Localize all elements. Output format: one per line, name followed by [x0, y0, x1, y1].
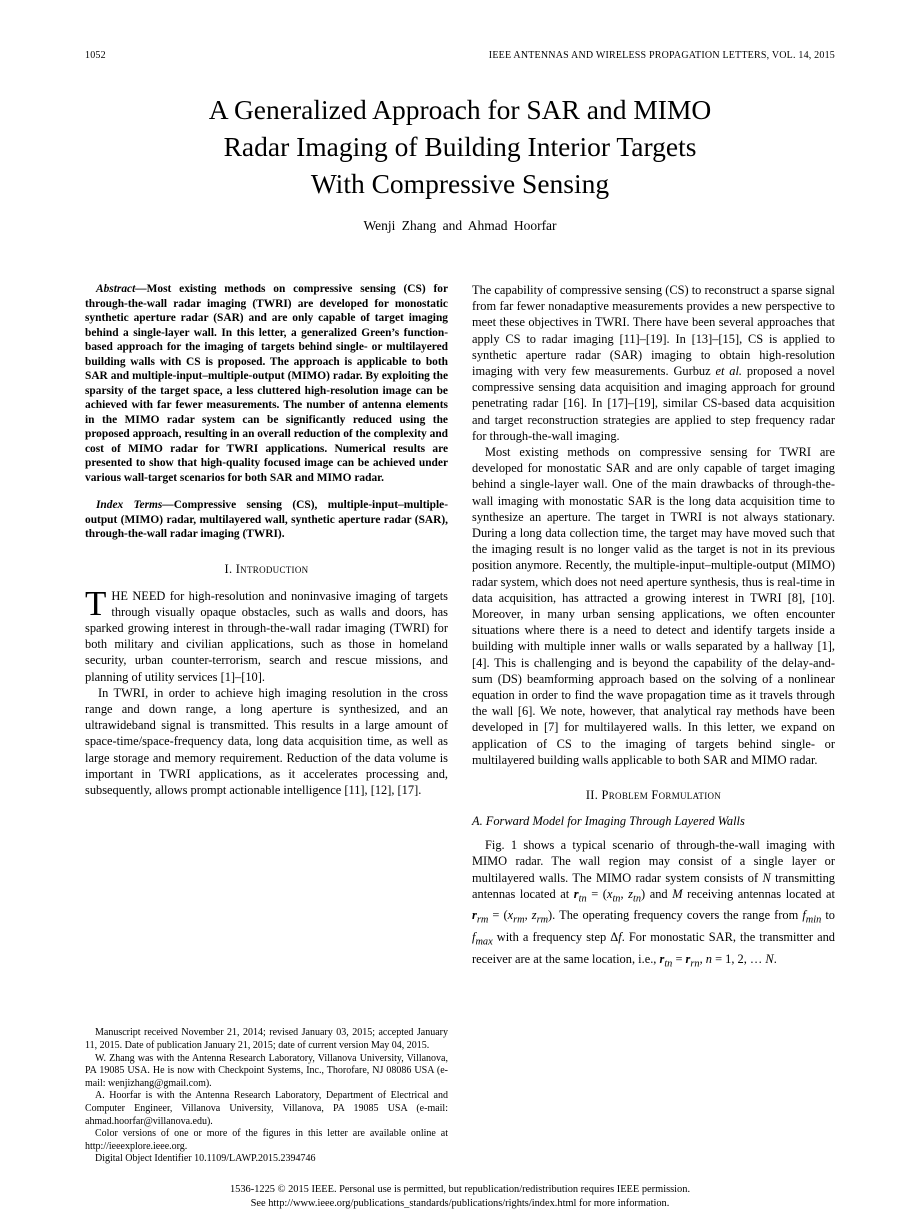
- intro-paragraph-4: Most existing methods on compressive sensing for TWRI are developed for monostatic SAR and are only capable of target imaging behind a single-layer wall. One of the main drawbacks of through-the-wall imaging with monostatic SAR is the long data acquisition time to synthesize an aperture. The target in TWRI is not always stationary. During a long data collection time, the target may have moved such that the imaging result is no longer valid as the target is not in its previous position anymore. Recently, the multiple-input–multiple-output (MIMO) radar system, which does not need aperture synthesis, thus is real-time in data acquisition, has attracted a growing interest in TWRI [8], [10]. Moreover, in many urban sensing applications, we often encounter situations where there is a need to detect and identify targets inside a building with multiple inner walls or walls separated by a hallway [1], [4]. This is challenging and is beyond the capability of the delay-and-sum (DS) beamforming approach based on the solving of a nonlinear equation in order to find the wave propagation time as it travels through the wall [6]. We note, however, that analytical ray methods have been developed in [7] for multilayered walls. In this letter, we expand on application of CS to the imaging of targets behind single- or multilayered building walls applicable to both SAR and MIMO radar.: [472, 445, 835, 767]
- copyright-line: 1536-1225 © 2015 IEEE. Personal use is permitted, but republication/redistribution requires IEEE permission.: [229, 1184, 691, 1195]
- index-terms: [85, 498, 448, 542]
- dropcap-letter: T: [85, 583, 107, 623]
- footnote-manuscript-history: Manuscript received November 21, 2014; revised January 03, 2015; accepted January 11, 2015. Date of publication January 21, 2015; date of current version May 04, 2015.: [85, 1027, 448, 1052]
- two-column-body: [85, 282, 835, 1166]
- paper-title-line-1: A Generalized Approach for SAR and MIMO: [208, 94, 712, 125]
- title-block: [85, 91, 835, 202]
- forward-model-paragraph: Fig. 1 shows a typical scenario of through-the-wall imaging with MIMO radar. The wall region may consist of a single layer or multilayered walls. The MIMO radar system consists of N transmitting antennas located at $r_{tn} = (x_{tn}$, $z_{tn}$) and M receiving antennas located at $r_{rm} = (x_{rm}$, $z_{rm}$). The operating frequency covers the range from $f_{min}$ to $f_{max}$ with a frequency step Δf. For monostatic SAR, the transmitter and receiver are at the same location, i.e., $r_{tn} = r_{rn}$, n = 1, 2, … N.: [472, 838, 835, 970]
- left-column: [85, 282, 448, 1166]
- paper-title-line-3: With Compressive Sensing: [310, 168, 610, 199]
- author-line: Wenji Zhang and Ahmad Hoorfar: [363, 218, 557, 233]
- running-head: [85, 50, 835, 61]
- footnote-affiliation-zhang: W. Zhang was with the Antenna Research Laboratory, Villanova University, Villanova, PA 19085 USA. He is now with Checkpoint Systems, Inc., Thorofare, NJ 08086 USA (e-mail: wenjizhang@gmail.com).: [85, 1052, 448, 1089]
- page-number: 1052: [85, 50, 106, 61]
- index-terms-text: Compressive sensing (CS), multiple-input–multiple-output (MIMO) radar, multilayered wall, synthetic aperture radar (SAR), through-the-wall radar imaging (TWRI).: [85, 499, 448, 540]
- right-column: [472, 282, 835, 1166]
- journal-title: IEEE ANTENNAS AND WIRELESS PROPAGATION LETTERS, VOL. 14, 2015: [488, 50, 835, 61]
- copyright-footer: [0, 1183, 920, 1211]
- permissions-line: See http://www.ieee.org/publications_standards/publications/rights/index.html for more information.: [250, 1198, 670, 1209]
- intro-paragraph-2: In TWRI, in order to achieve high imaging resolution in the cross range and down range, a long aperture is synthesized, and an ultrawideband signal is transmitted. This results in a large amount of space-time/space-frequency data, long data acquisition time, as well as large storage and memory requirement. Reduction of the data volume is important in TWRI applications, as it accelerates processing and, subsequently, allows prompt actionable intelligence [11], [12], [17].: [85, 685, 448, 797]
- section-2-heading: II. Problem Formulation: [585, 788, 722, 803]
- abstract-label: Abstract—: [96, 283, 147, 295]
- abstract: [85, 282, 448, 485]
- footnote-doi: Digital Object Identifier 10.1109/LAWP.2015.2394746: [95, 1153, 316, 1165]
- first-page-footnotes: [85, 1027, 448, 1166]
- abstract-text: Most existing methods on compressive sensing (CS) for through-the-wall radar imaging (TWRI) are developed for monostatic synthetic aperture radar (SAR) and are only capable of target imaging behind a single-layer wall. In this letter, a generalized Green’s function-based approach for the imaging of targets behind single- or multilayered building walls with CS is proposed. The approach is applicable to both SAR and multiple-input–multiple-output (MIMO) radar. By exploiting the sparsity of the target space, a less cluttered high-resolution image can be achieved with far fewer measurements. The number of antenna elements in the MIMO radar system can be significantly reduced using the proposed approach, resulting in an overall reduction of the complexity and cost of MIMO radar for TWRI applications. Numerical results are presented to show that high-quality focused image can be achieved under various wall-target scenarios for both SAR and MIMO radar.: [85, 283, 448, 484]
- intro-paragraph-1: [85, 583, 448, 685]
- index-terms-label: Index Terms—: [96, 499, 174, 511]
- section-1-heading: I. Introduction: [224, 561, 309, 576]
- footnote-color-versions: Color versions of one or more of the figures in this letter are available online at http://ieeexplore.ieee.org.: [85, 1128, 448, 1152]
- intro-paragraph-3: The capability of compressive sensing (CS) to reconstruct a sparse signal from far fewer nonadaptive measurements provides a new perspective to meet these objectives in TWRI. There have been several approaches that apply CS to radar imaging [11]–[19]. In [13]–[15], CS is applied to synthetic aperture radar (SAR) imaging to obtain high-resolution imaging with very few measurements. Gurbuz et al. proposed a novel compressive sensing data acquisition and imaging approach for ground penetrating radar [16]. In [17]–[19], similar CS-based data acquisition and target reconstruction strategies are applied to step frequency radar for through-the-wall imaging.: [472, 283, 835, 443]
- intro-paragraph-1-text: HE NEED for high-resolution and noninvasive imaging of targets through visually opaque obstacles, such as walls and doors, has sparked growing interest in through-the-wall radar imaging (TWRI) for both military and civilian applications, such as those in homeland security, urban counter-terrorism, search and rescue missions, and planning of utility services [1]–[10].: [85, 588, 448, 684]
- footnote-affiliation-hoorfar: A. Hoorfar is with the Antenna Research Laboratory, Department of Electrical and Computer Engineer, Villanova University, Villanova, PA 19085 USA (e-mail: ahmad.hoorfar@villanova.edu).: [85, 1090, 448, 1127]
- subsection-a-heading: A. Forward Model for Imaging Through Layered Walls: [472, 814, 745, 829]
- paper-title-line-2: Radar Imaging of Building Interior Targets: [223, 131, 697, 162]
